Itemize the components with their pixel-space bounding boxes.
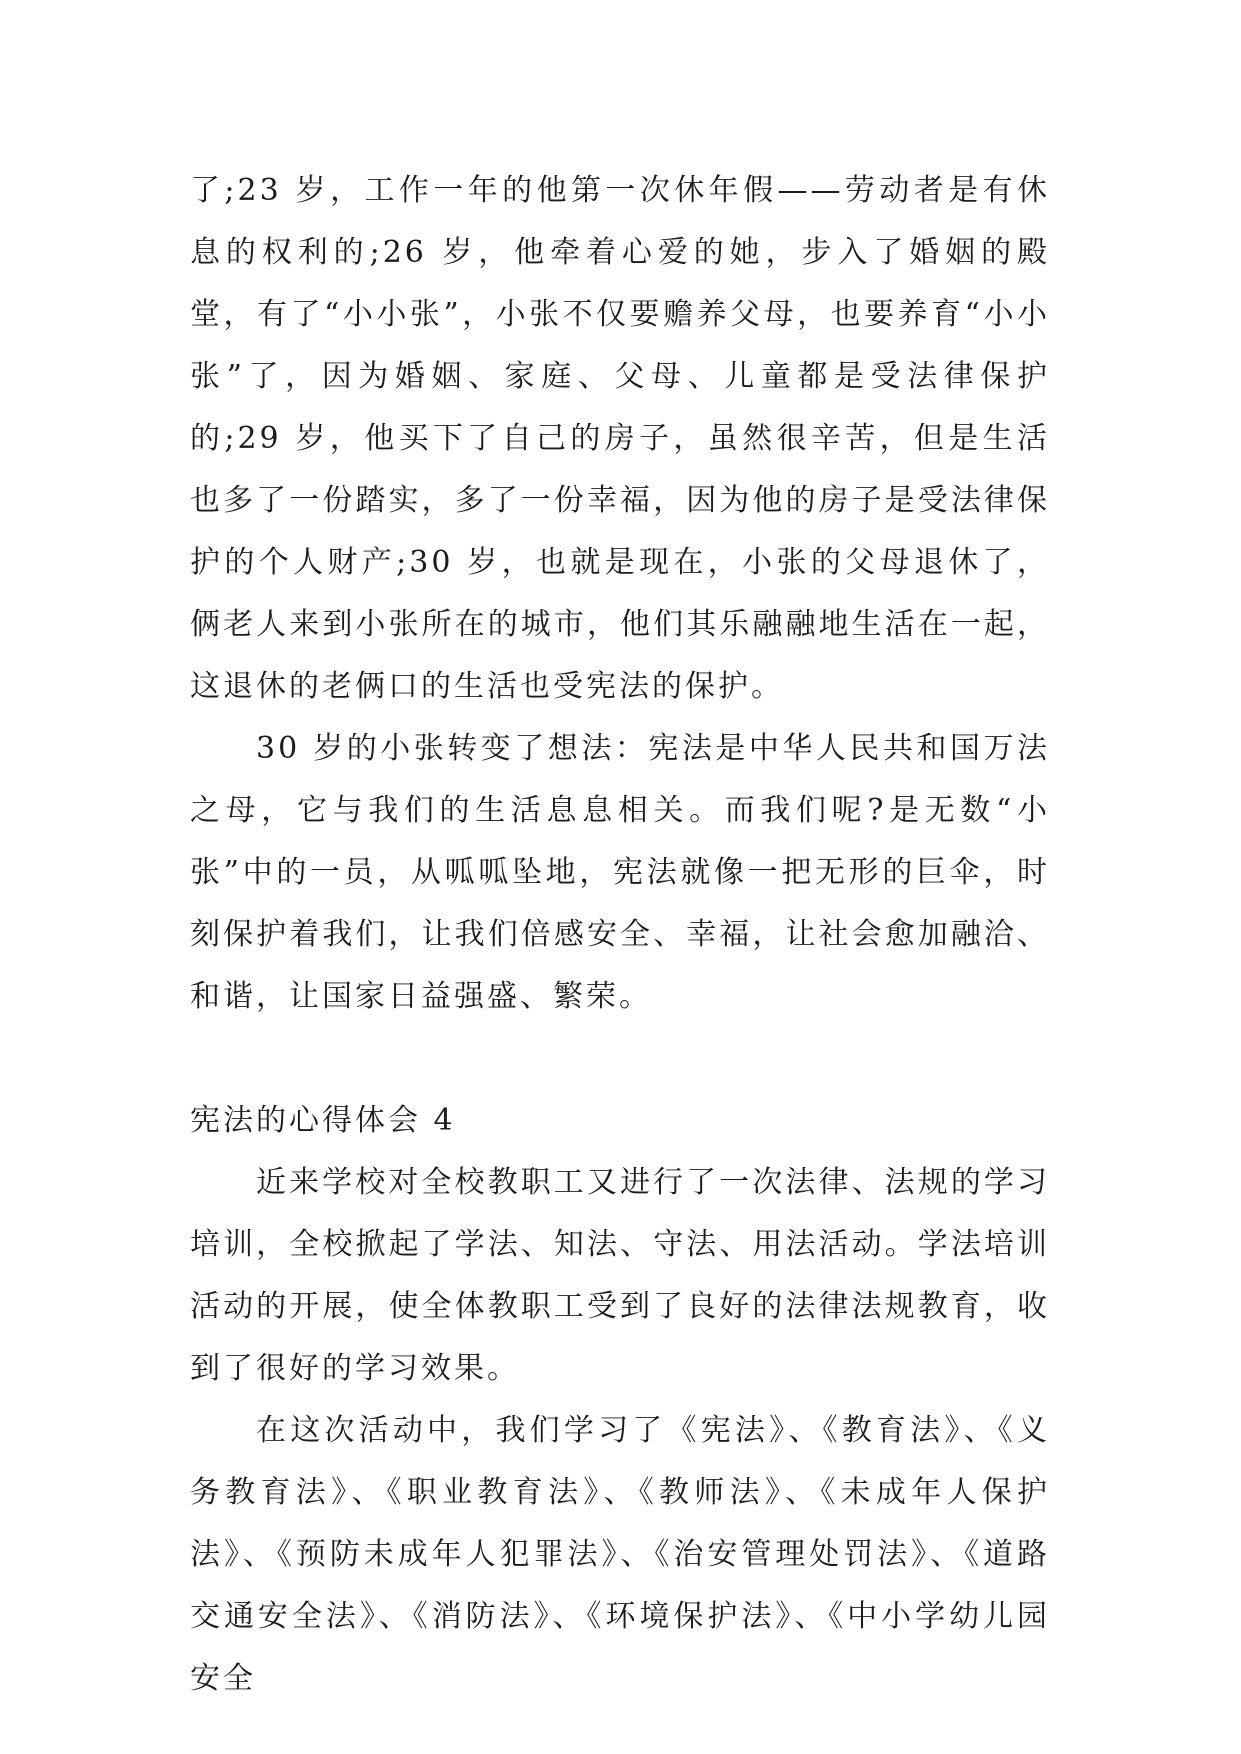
paragraph-laws-studied: 在这次活动中，我们学习了《宪法》、《教育法》、《义务教育法》、《职业教育法》、《教师法》、《未成年人保护法》、《预防未成年人犯罪法》、《治安管理处罚法》、《道路交通安全法》、《消防法》、《环境保护法》、《中小学幼儿园安全 (190, 1413, 1050, 1696)
paragraph-training: 近来学校对全校教职工又进行了一次法律、法规的学习培训，全校掀起了学法、知法、守法、用法活动。学法培训活动的开展，使全体教职工受到了良好的法律法规教育，收到了很好的学习效果。 (190, 1165, 1050, 1386)
section-title: 宪法的心得体会 4 (190, 1103, 456, 1138)
paragraph-constitution-mother: 30 岁的小张转变了想法：宪法是中华人民共和国万法之母，它与我们的生活息息相关。而我们呢?是无数“小张”中的一员，从呱呱坠地，宪法就像一把无形的巨伞，时刻保护着我们，让我们倍感安全、幸福，让社会愈加融洽、和谐，让国家日益强盛、繁荣。 (190, 731, 1050, 1014)
paragraph-continued: 了;23 岁，工作一年的他第一次休年假——劳动者是有休息的权利的;26 岁，他牵着心爱的她，步入了婚姻的殿堂，有了“小小张”，小张不仅要赡养父母，也要养育“小小张”了，因为婚姻、家庭、父母、儿童都是受法律保护的;29 岁，他买下了自己的房子，虽然很辛苦，但是生活也多了一份踏实，多了一份幸福，因为他的房子是受法律保护的个人财产;30 岁，也就是现在，小张的父母退休了，俩老人来到小张所在的城市，他们其乐融融地生活在一起，这退休的老俩口的生活也受宪法的保护。 (190, 173, 1050, 704)
document-body (190, 160, 1050, 1710)
section-gap (190, 1028, 1050, 1090)
